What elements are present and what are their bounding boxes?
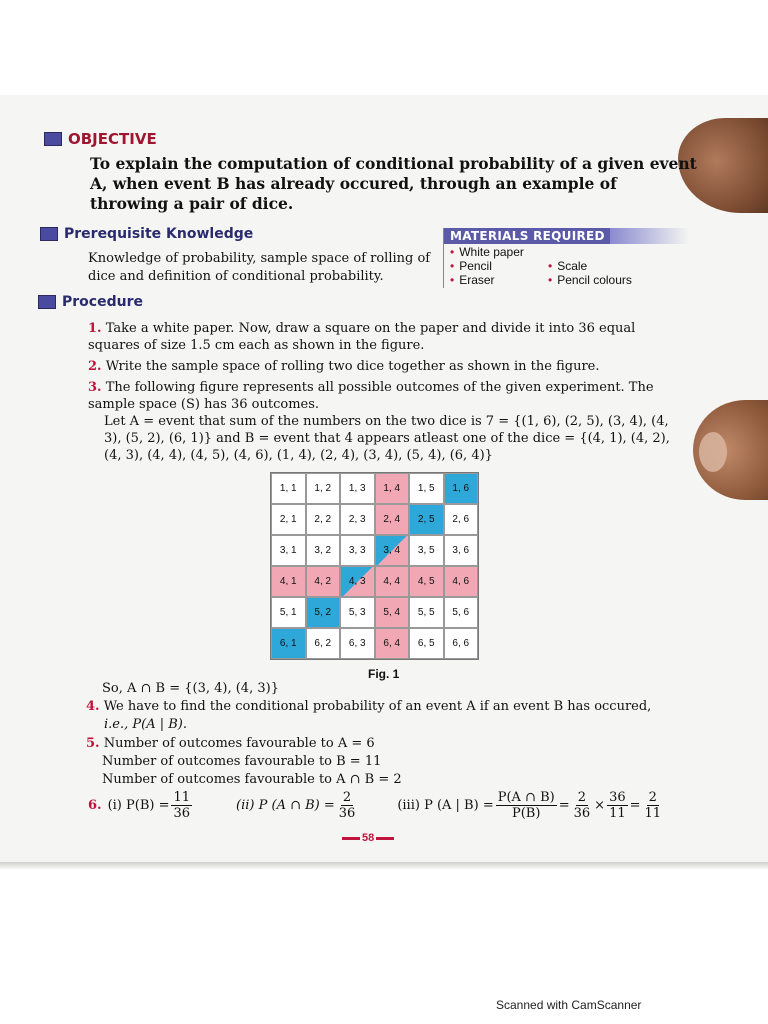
material-item: • Pencil [450,259,492,273]
grid-cell: 6, 1 [271,628,306,659]
grid-cell: 1, 3 [340,473,375,504]
grid-cell: 1, 2 [306,473,341,504]
fraction: $\frac{P(A \cap B)}{P(B)}$ [497,790,555,821]
prerequisite-text: Knowledge of probability, sample space of rolling of dice and definition of conditional probability. [88,251,431,284]
event-definitions: Let A = event that sum of the numbers on the two dice is 7 = {(1, 6), (2, 5), (3, 4), (4, 3), (5, 2), (6, 1)} and B = event that 4 appears atleast one of the dice = {(4, 1), (4, 2), (4, 3), (4, 4), (4, 5), (4, 6), (1, 4), (2, 4), (3, 4), (5, 4), (6, 4)} [104,414,670,463]
grid-cell: 4, 5 [409,566,444,597]
step5-line-2: Number of outcomes favourable to B = 11 [102,754,382,769]
grid-cell: 6, 2 [306,628,341,659]
figure-caption: Fig. 1 [368,667,400,681]
grid-cell: 6, 4 [375,628,410,659]
page-number: 58 [340,832,396,844]
grid-cell: 3, 4 [375,535,410,566]
fraction: $\frac{2}{36}$ [573,790,591,821]
fraction: $\frac{2}{11}$ [644,790,662,821]
objective-heading: OBJECTIVE [44,130,157,148]
material-item: • Pencil colours [548,273,632,287]
bullet-square-icon [38,295,56,309]
grid-cell: 1, 1 [271,473,306,504]
grid-cell: 5, 3 [340,597,375,628]
materials-heading: MATERIALS REQUIRED [444,228,616,244]
fraction: $\frac{2}{36}$ [338,790,356,821]
prerequisite-heading: Prerequisite Knowledge [40,226,253,242]
grid-cell: 2, 5 [409,504,444,535]
scanner-watermark: Scanned with CamScanner [496,998,642,1012]
grid-cell: 1, 6 [444,473,479,504]
grid-cell: 4, 4 [375,566,410,597]
procedure-step-1: 1. Take a white paper. Now, draw a square on the paper and divide it into 36 equal squares of size 1.5 cm each as shown in the figure. [88,321,636,353]
procedure-step-2: 2. Write the sample space of rolling two dice together as shown in the figure. [88,359,600,374]
step4-note: i.e., P(A | B). [104,717,187,732]
fraction: $\frac{11}{36}$ [173,790,191,821]
procedure-step-5: 5. Number of outcomes favourable to A = 6 [86,736,375,751]
grid-cell: 4, 3 [340,566,375,597]
grid-cell: 5, 1 [271,597,306,628]
fraction: $\frac{36}{11}$ [609,790,626,821]
objective-text: To explain the computation of conditional probability of a given event A, when event B has already occured, through an example of throwing a pair of dice. [90,154,697,213]
grid-cell: 3, 5 [409,535,444,566]
grid-cell: 1, 5 [409,473,444,504]
procedure-step-4: 4. We have to find the conditional probability of an event A if an event B has occured, [86,699,652,714]
grid-cell: 3, 3 [340,535,375,566]
grid-cell: 5, 4 [375,597,410,628]
grid-cell: 2, 2 [306,504,341,535]
grid-cell: 3, 6 [444,535,479,566]
grid-cell: 2, 6 [444,504,479,535]
bullet-square-icon [40,227,58,241]
bullet-square-icon [44,132,62,146]
grid-cell: 6, 3 [340,628,375,659]
grid-cell: 3, 2 [306,535,341,566]
procedure-heading: Procedure [38,294,143,310]
grid-cell: 2, 1 [271,504,306,535]
grid-cell: 4, 1 [271,566,306,597]
grid-cell: 5, 5 [409,597,444,628]
sample-space-grid [270,472,479,660]
intersection-text: So, A ∩ B = {(3, 4), (4, 3)} [102,681,279,696]
grid-cell: 6, 6 [444,628,479,659]
procedure-step-3: 3. The following figure represents all possible outcomes of the given experiment. The sample space (S) has 36 outcomes. [88,380,654,412]
grid-cell: 2, 3 [340,504,375,535]
material-item: • Scale [548,259,588,273]
material-item: • Eraser [450,273,495,287]
procedure-step-6: 6. (i) P(B) = $\frac{11}{36}$ (ii) P (A ∩ B) = $\frac{2}{36}$ (iii) P (A | B) = $\frac{P(A \cap B)}{P(B)}$ = $\frac{2}{36}$ × $\frac{36}{11}$ = $\frac{2}{11}$ [88,790,662,821]
page-edge [0,862,768,870]
grid-cell: 6, 5 [409,628,444,659]
grid-cell: 4, 2 [306,566,341,597]
grid-cell: 5, 6 [444,597,479,628]
grid-cell: 4, 6 [444,566,479,597]
grid-cell: 1, 4 [375,473,410,504]
materials-box [443,228,689,288]
grid-cell: 5, 2 [306,597,341,628]
grid-cell: 2, 4 [375,504,410,535]
grid-cell: 3, 1 [271,535,306,566]
material-item: • White paper [450,245,524,259]
step5-line-3: Number of outcomes favourable to A ∩ B = 2 [102,772,402,787]
